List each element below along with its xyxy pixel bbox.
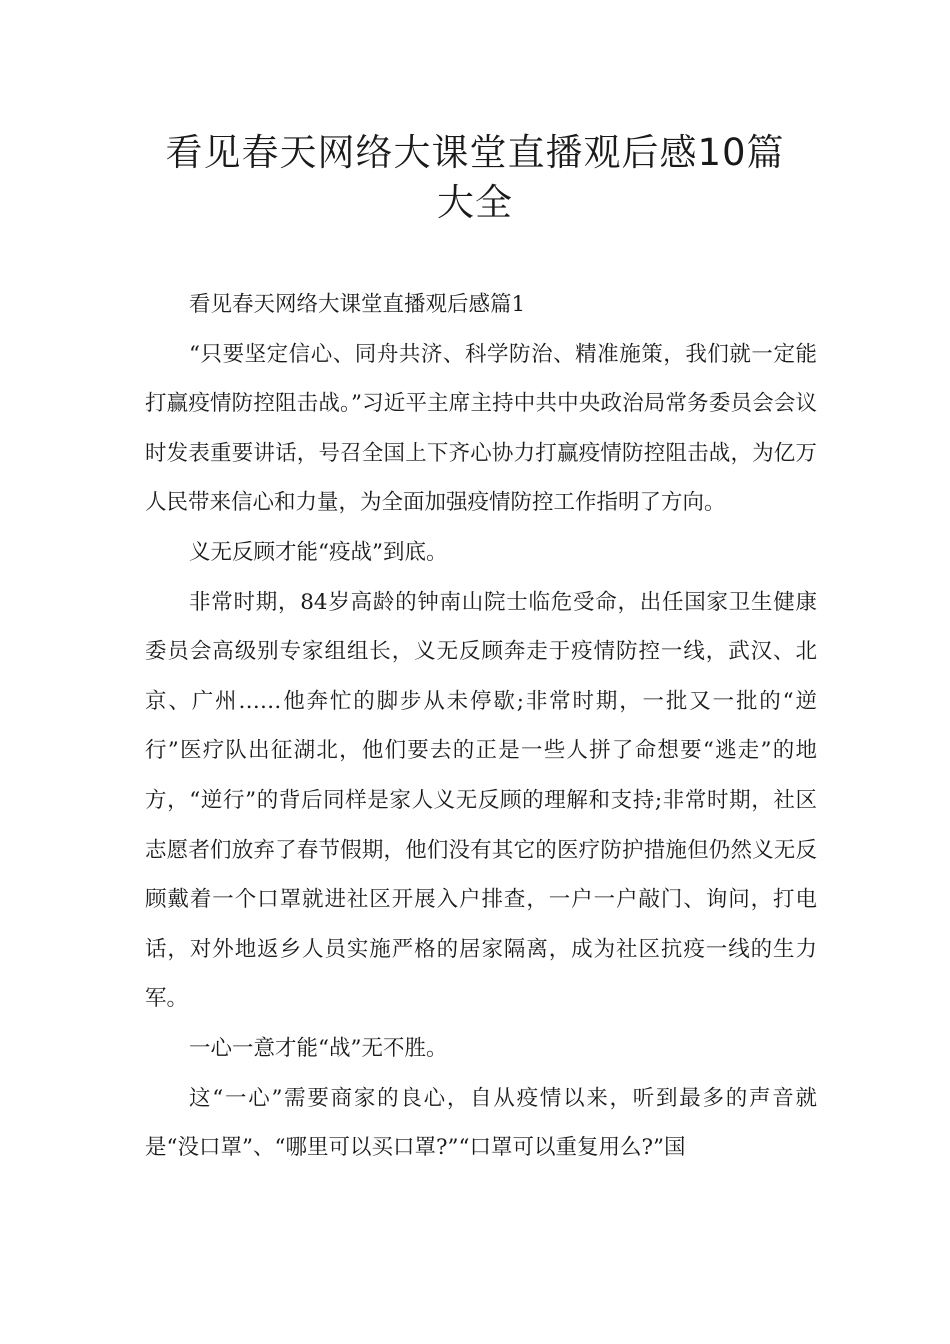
title-line-1: 看见春天网络大课堂直播观后感10篇 — [165, 131, 785, 174]
body-paragraph: 一心一意才能“战”无不胜。 — [189, 1035, 448, 1061]
document-title — [120, 128, 830, 228]
body-paragraph: “只要坚定信心、同舟共济、科学防治、精准施策，我们就一定能打赢疫情防控阻击战。”习近平主席主持中共中央政治局常务委员会会议时发表重要讲话，号召全国上下齐心协力打赢疫情防控阻击战，为亿万人民带来信心和力量，为全面加强疫情防控工作指明了方向。 — [145, 341, 817, 516]
title-line-2: 大全 — [437, 181, 513, 224]
section-heading: 看见春天网络大课堂直播观后感篇1 — [189, 292, 526, 317]
body-paragraph: 义无反顾才能“疫战”到底。 — [189, 539, 448, 565]
document-body — [145, 280, 817, 1173]
body-paragraph: 非常时期，84岁高龄的钟南山院士临危受命，出任国家卫生健康委员会高级别专家组组长，义无反顾奔走于疫情防控一线，武汉、北京、广州……他奔忙的脚步从未停歇;非常时期，一批又一批的“逆行”医疗队出征湖北，他们要去的正是一些人拼了命想要“逃走”的地方，“逆行”的背后同样是家人义无反顾的理解和支持;非常时期，社区志愿者们放弃了春节假期，他们没有其它的医疗防护措施但仍然义无反顾戴着一个口罩就进社区开展入户排查，一户一户敲门、询问，打电话，对外地返乡人员实施严格的居家隔离，成为社区抗疫一线的生力军。 — [145, 589, 817, 1012]
body-paragraph: 这“一心”需要商家的良心，自从疫情以来，听到最多的声音就是“没口罩”、“哪里可以买口罩?”“口罩可以重复用么?”国 — [145, 1085, 817, 1161]
